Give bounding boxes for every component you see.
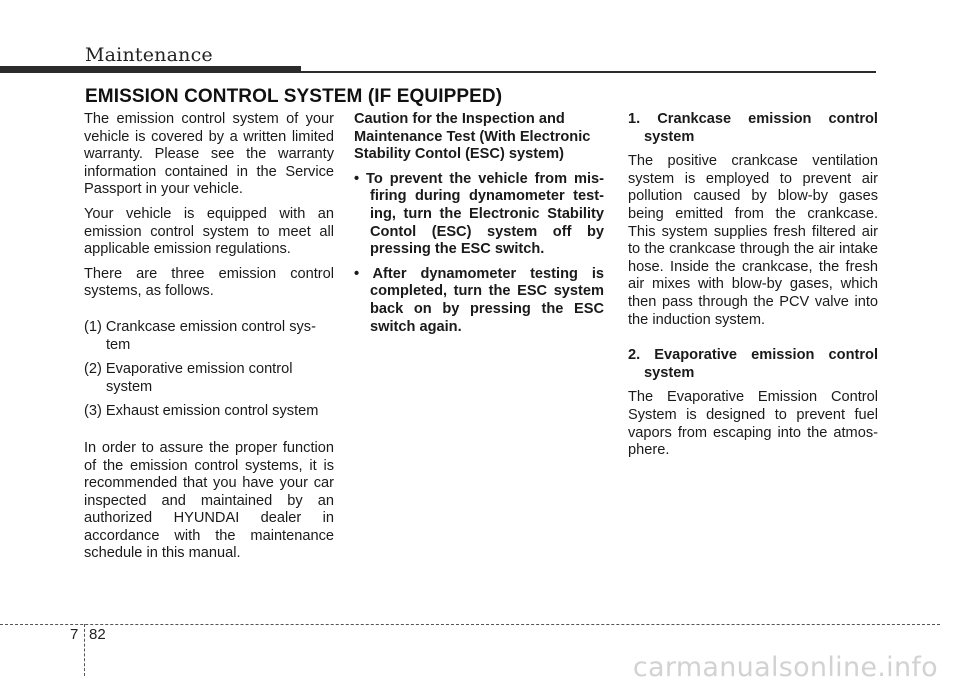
footer-divider [84,624,85,676]
evaporative-heading: 2. Evaporative emission control system [628,347,878,381]
chapter-number: 7 [70,626,79,643]
list-item-evaporative: (2) Evaporative emission control system [84,361,293,395]
warranty-paragraph: The emission control system of your vehicle is covered by a written limited warranty. Please see the warranty information contained in the Service Passport in your vehicle. [84,111,334,198]
crankcase-heading: 1. Crankcase emission control system [628,111,878,145]
list-item-exhaust: (3) Exhaust emission control system [84,403,319,420]
page-number: 82 [89,626,106,643]
bullet-esc-back-on: • After dynamometer testing is completed, turn the ESC system back on by pressing the ESC switch again. [354,265,604,335]
caution-title: Caution for the Inspection and Maintenance Test (With Electronic Stability Contol (ESC) system) [354,111,591,163]
systems-intro-paragraph: There are three emission control systems, as follows. [84,265,334,300]
evaporative-paragraph: The Evaporative Emission Control System is designed to prevent fuel vapors from escaping into the atmos-phere. [628,389,878,459]
page-title: EMISSION CONTROL SYSTEM (IF EQUIPPED) [85,86,503,107]
crankcase-paragraph: The positive crankcase ventilation system is employed to prevent air pollution caused by blow-by gases being emitted from the crankcase. This system supplies fresh filtered air to the crankcase through the air intake hose. Inside the crankcase, the fresh air mixes with blow-by gases, which then pass through the PCV valve into the induction system. [628,153,878,328]
column-right [628,111,878,467]
column-middle [354,111,604,343]
header-rule-thin [301,71,876,73]
section-header: Maintenance [85,44,213,66]
column-left [84,111,334,570]
watermark: carmanualsonline.info [632,652,938,683]
header-rule-thick [0,66,301,73]
footer-rule [0,624,940,625]
bullet-prevent-misfiring: • To prevent the vehicle from mis-firing during dynamometer test-ing, turn the Electronic Stability Contol (ESC) system off by pressing the ESC switch. [354,170,604,258]
list-item-crankcase: (1) Crankcase emission control sys-tem [84,318,316,353]
regulations-paragraph: Your vehicle is equipped with an emission control system to meet all applicable emission regulations. [84,205,334,258]
proper-function-paragraph: In order to assure the proper function of the emission control systems, it is recommended that you have your car inspected and maintained by an authorized HYUNDAI dealer in accordance with the maintenance schedule in this manual. [84,439,334,562]
